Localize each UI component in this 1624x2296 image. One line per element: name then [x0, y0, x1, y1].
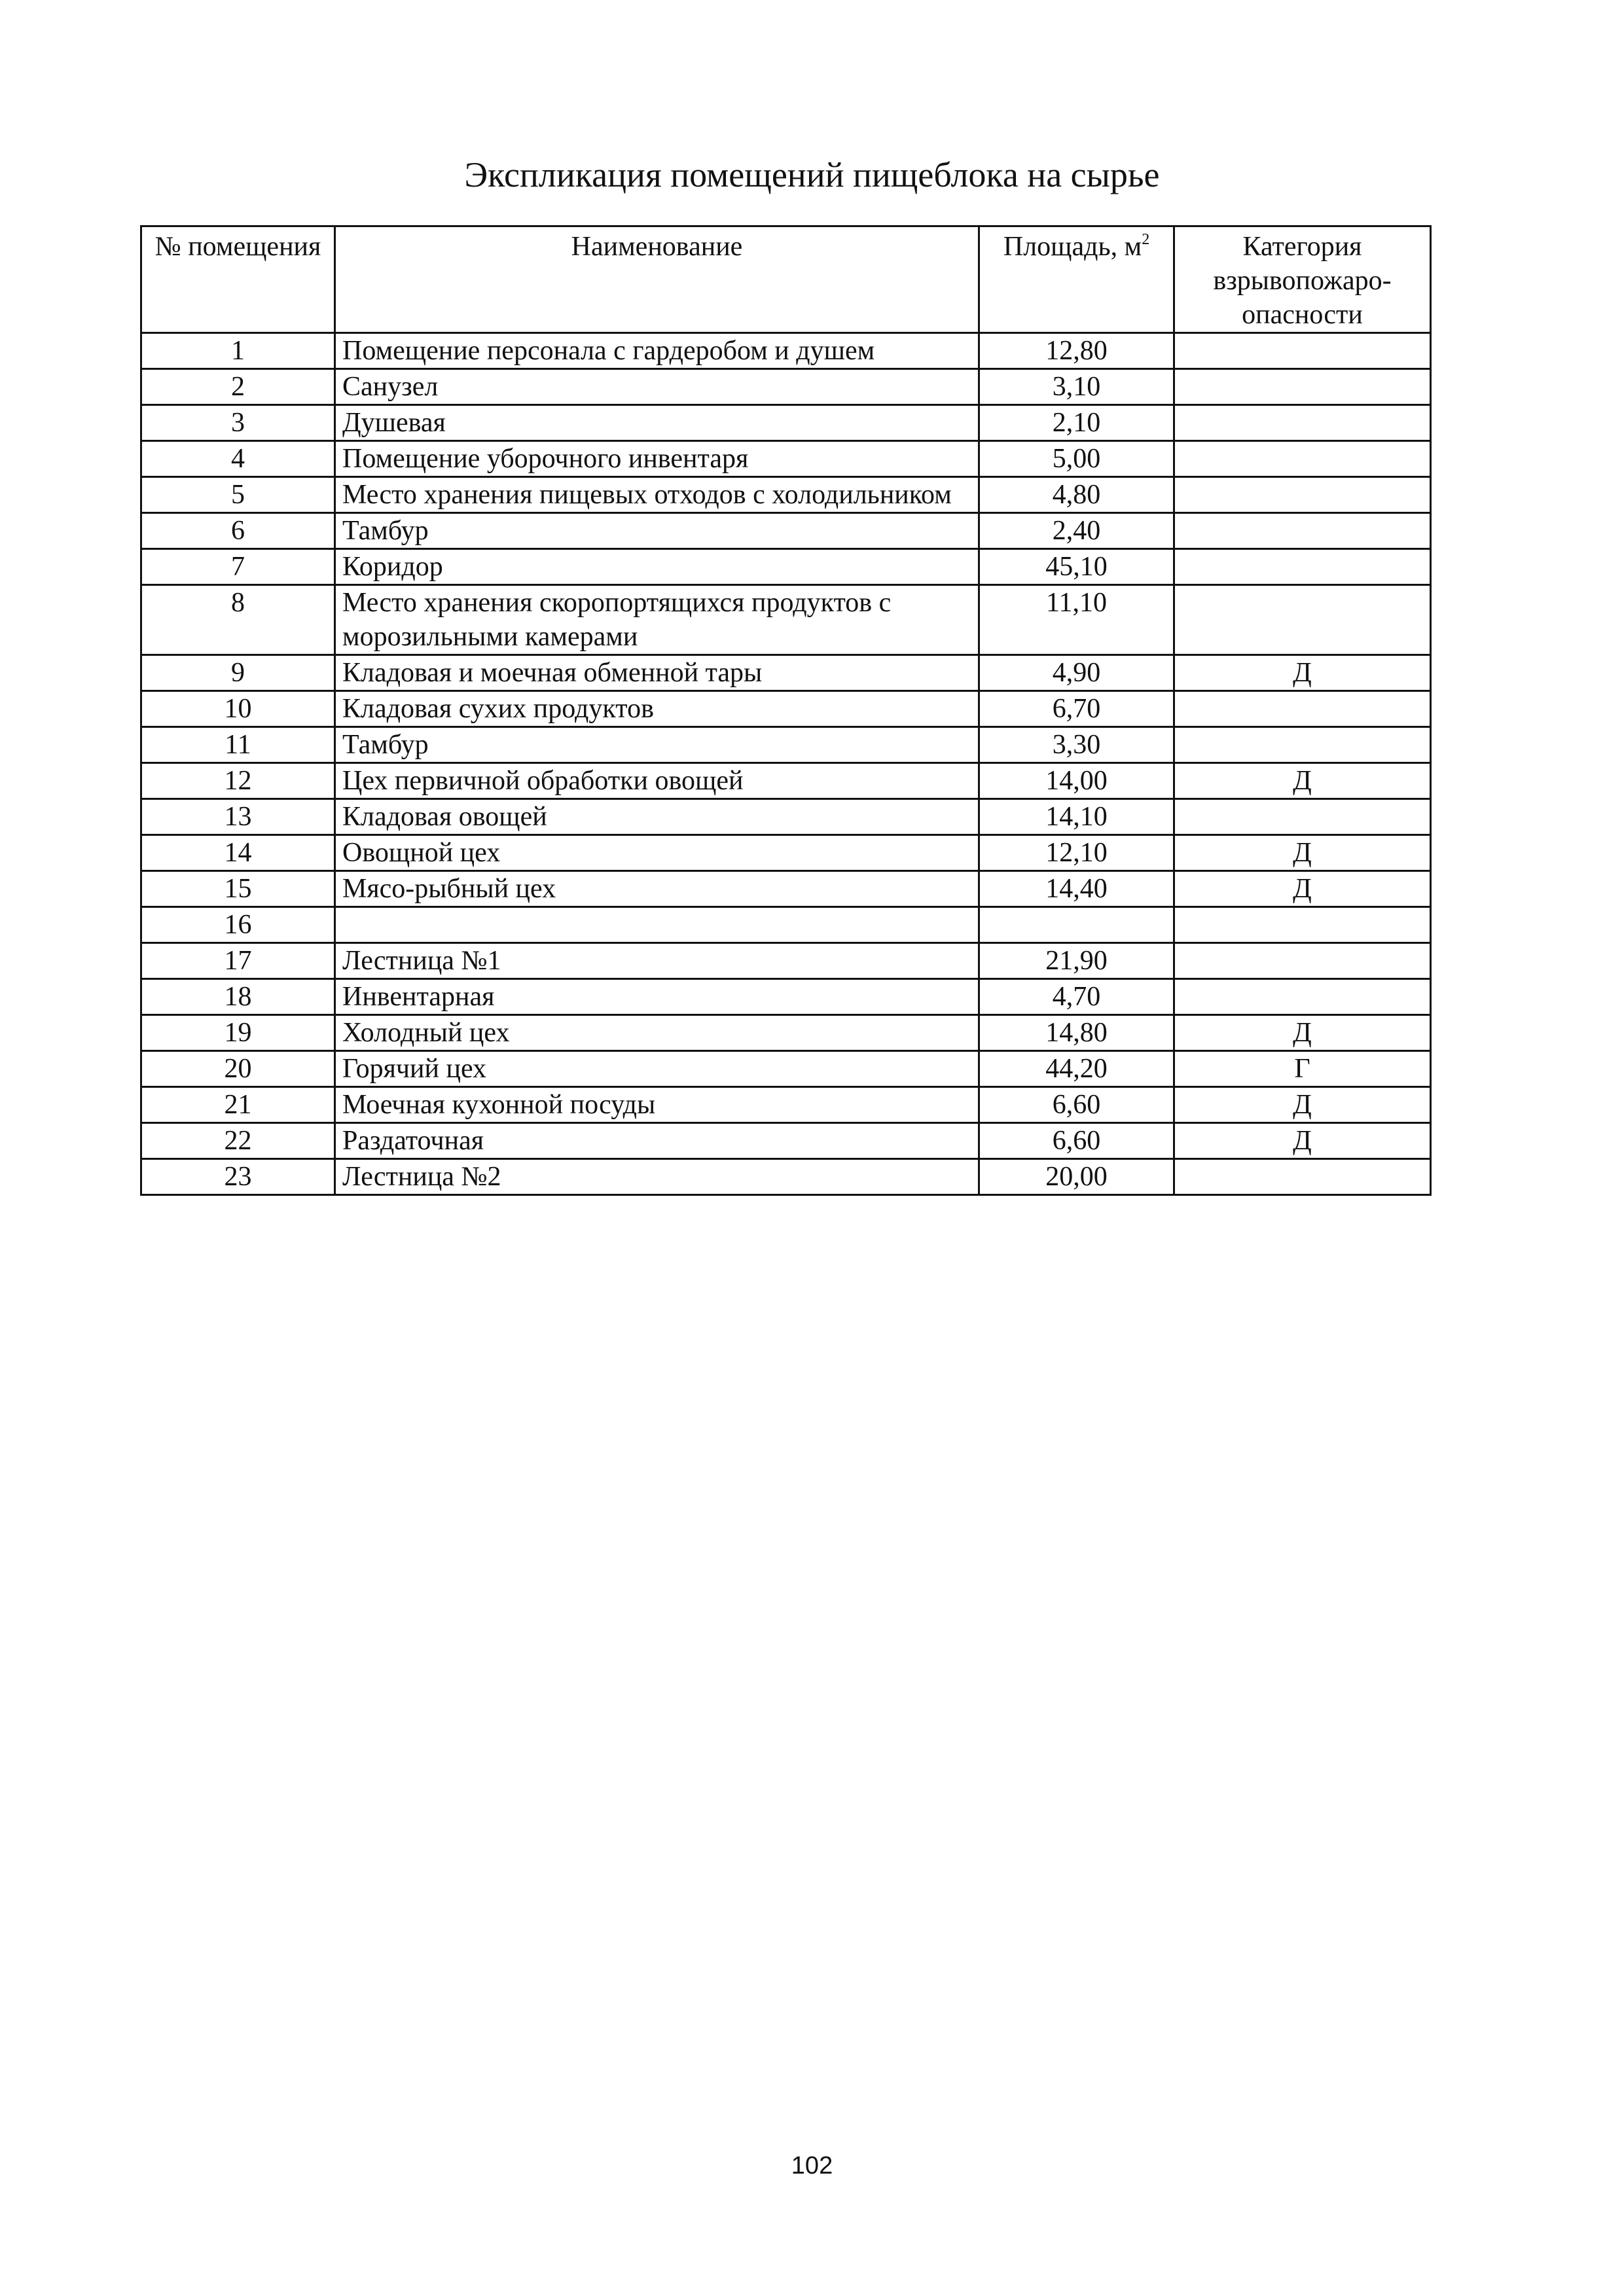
room-name-cell: Место хранения скоропортящихся продуктов с морозильными камерами — [335, 585, 979, 655]
table-row — [141, 835, 1431, 871]
room-category-cell: Г — [1174, 1051, 1431, 1087]
room-number-cell: 21 — [141, 1087, 335, 1123]
room-number-cell: 12 — [141, 763, 335, 799]
room-name-cell: Холодный цех — [335, 1015, 979, 1051]
room-category-cell: Д — [1174, 1015, 1431, 1051]
room-category-cell — [1174, 691, 1431, 727]
page-number: 102 — [791, 2152, 833, 2179]
header-category: Категория взрывопожаро-опасности — [1174, 226, 1431, 333]
table-row — [141, 871, 1431, 907]
table-body — [141, 333, 1431, 1195]
header-area-label: Площадь, м — [1003, 232, 1142, 262]
room-number-cell: 18 — [141, 979, 335, 1015]
table-row — [141, 691, 1431, 727]
room-category-cell — [1174, 549, 1431, 585]
table-row — [141, 369, 1431, 405]
room-number-cell: 11 — [141, 727, 335, 763]
table-row — [141, 405, 1431, 441]
room-name-cell: Лестница №1 — [335, 943, 979, 979]
room-category-cell: Д — [1174, 763, 1431, 799]
room-name-cell: Горячий цех — [335, 1051, 979, 1087]
room-number-cell: 6 — [141, 513, 335, 549]
room-area-cell: 14,10 — [979, 799, 1174, 835]
room-area-cell: 14,40 — [979, 871, 1174, 907]
room-number-cell: 7 — [141, 549, 335, 585]
header-area — [979, 226, 1174, 333]
table-row — [141, 1015, 1431, 1051]
room-number-cell: 9 — [141, 655, 335, 691]
table-row — [141, 979, 1431, 1015]
room-area-cell: 14,00 — [979, 763, 1174, 799]
table-row — [141, 763, 1431, 799]
room-name-cell: Санузел — [335, 369, 979, 405]
room-area-cell: 20,00 — [979, 1159, 1174, 1195]
room-category-cell — [1174, 979, 1431, 1015]
room-area-cell: 4,70 — [979, 979, 1174, 1015]
room-number-cell: 23 — [141, 1159, 335, 1195]
room-category-cell — [1174, 405, 1431, 441]
table-row — [141, 799, 1431, 835]
table-row — [141, 907, 1431, 943]
table-row — [141, 1123, 1431, 1159]
room-category-cell — [1174, 1159, 1431, 1195]
table-row — [141, 1159, 1431, 1195]
room-area-cell: 44,20 — [979, 1051, 1174, 1087]
table-row — [141, 585, 1431, 655]
room-number-cell: 20 — [141, 1051, 335, 1087]
room-category-cell — [1174, 907, 1431, 943]
room-category-cell: Д — [1174, 1087, 1431, 1123]
table-row — [141, 333, 1431, 369]
room-name-cell: Душевая — [335, 405, 979, 441]
room-area-cell: 3,10 — [979, 369, 1174, 405]
room-area-cell: 3,30 — [979, 727, 1174, 763]
room-area-cell: 2,10 — [979, 405, 1174, 441]
table-row — [141, 655, 1431, 691]
table-row — [141, 943, 1431, 979]
room-area-cell: 14,80 — [979, 1015, 1174, 1051]
table-row — [141, 727, 1431, 763]
room-name-cell: Мясо-рыбный цех — [335, 871, 979, 907]
room-category-cell — [1174, 369, 1431, 405]
table-row — [141, 441, 1431, 477]
room-area-cell: 4,90 — [979, 655, 1174, 691]
room-number-cell: 1 — [141, 333, 335, 369]
room-number-cell: 15 — [141, 871, 335, 907]
room-name-cell: Кладовая и моечная обменной тары — [335, 655, 979, 691]
room-name-cell: Кладовая овощей — [335, 799, 979, 835]
room-area-cell: 11,10 — [979, 585, 1174, 655]
room-number-cell: 17 — [141, 943, 335, 979]
room-number-cell: 13 — [141, 799, 335, 835]
room-category-cell: Д — [1174, 871, 1431, 907]
room-name-cell: Овощной цех — [335, 835, 979, 871]
room-number-cell: 14 — [141, 835, 335, 871]
room-name-cell: Коридор — [335, 549, 979, 585]
room-number-cell: 10 — [141, 691, 335, 727]
room-name-cell: Место хранения пищевых отходов с холодильником — [335, 477, 979, 513]
room-name-cell: Тамбур — [335, 727, 979, 763]
room-category-cell — [1174, 727, 1431, 763]
room-name-cell: Моечная кухонной посуды — [335, 1087, 979, 1123]
room-name-cell: Помещение персонала с гардеробом и душем — [335, 333, 979, 369]
room-area-cell: 5,00 — [979, 441, 1174, 477]
table-row — [141, 1087, 1431, 1123]
room-category-cell — [1174, 585, 1431, 655]
room-category-cell — [1174, 333, 1431, 369]
table-row — [141, 477, 1431, 513]
room-category-cell: Д — [1174, 835, 1431, 871]
page-title: Экспликация помещений пищеблока на сырье — [464, 155, 1160, 194]
rooms-table — [140, 225, 1432, 1196]
header-name: Наименование — [335, 226, 979, 333]
room-area-cell: 6,60 — [979, 1087, 1174, 1123]
room-name-cell: Тамбур — [335, 513, 979, 549]
table-row — [141, 513, 1431, 549]
room-number-cell: 19 — [141, 1015, 335, 1051]
room-area-cell: 6,70 — [979, 691, 1174, 727]
room-name-cell: Цех первичной обработки овощей — [335, 763, 979, 799]
table-row — [141, 1051, 1431, 1087]
room-category-cell — [1174, 943, 1431, 979]
room-number-cell: 3 — [141, 405, 335, 441]
room-category-cell — [1174, 799, 1431, 835]
table-header-row — [141, 226, 1431, 333]
room-name-cell: Лестница №2 — [335, 1159, 979, 1195]
table-row — [141, 549, 1431, 585]
header-room-number: № помещения — [141, 226, 335, 333]
room-area-cell: 2,40 — [979, 513, 1174, 549]
room-category-cell: Д — [1174, 1123, 1431, 1159]
header-area-superscript: 2 — [1142, 231, 1150, 248]
room-area-cell — [979, 907, 1174, 943]
room-number-cell: 22 — [141, 1123, 335, 1159]
room-name-cell: Кладовая сухих продуктов — [335, 691, 979, 727]
room-category-cell — [1174, 477, 1431, 513]
room-area-cell: 4,80 — [979, 477, 1174, 513]
room-number-cell: 5 — [141, 477, 335, 513]
room-name-cell: Раздаточная — [335, 1123, 979, 1159]
room-area-cell: 21,90 — [979, 943, 1174, 979]
room-number-cell: 2 — [141, 369, 335, 405]
room-area-cell: 6,60 — [979, 1123, 1174, 1159]
room-name-cell — [335, 907, 979, 943]
room-name-cell: Инвентарная — [335, 979, 979, 1015]
room-area-cell: 12,10 — [979, 835, 1174, 871]
room-category-cell — [1174, 513, 1431, 549]
room-category-cell: Д — [1174, 655, 1431, 691]
room-category-cell — [1174, 441, 1431, 477]
room-area-cell: 12,80 — [979, 333, 1174, 369]
room-number-cell: 16 — [141, 907, 335, 943]
room-number-cell: 8 — [141, 585, 335, 655]
room-area-cell: 45,10 — [979, 549, 1174, 585]
room-number-cell: 4 — [141, 441, 335, 477]
room-name-cell: Помещение уборочного инвентаря — [335, 441, 979, 477]
